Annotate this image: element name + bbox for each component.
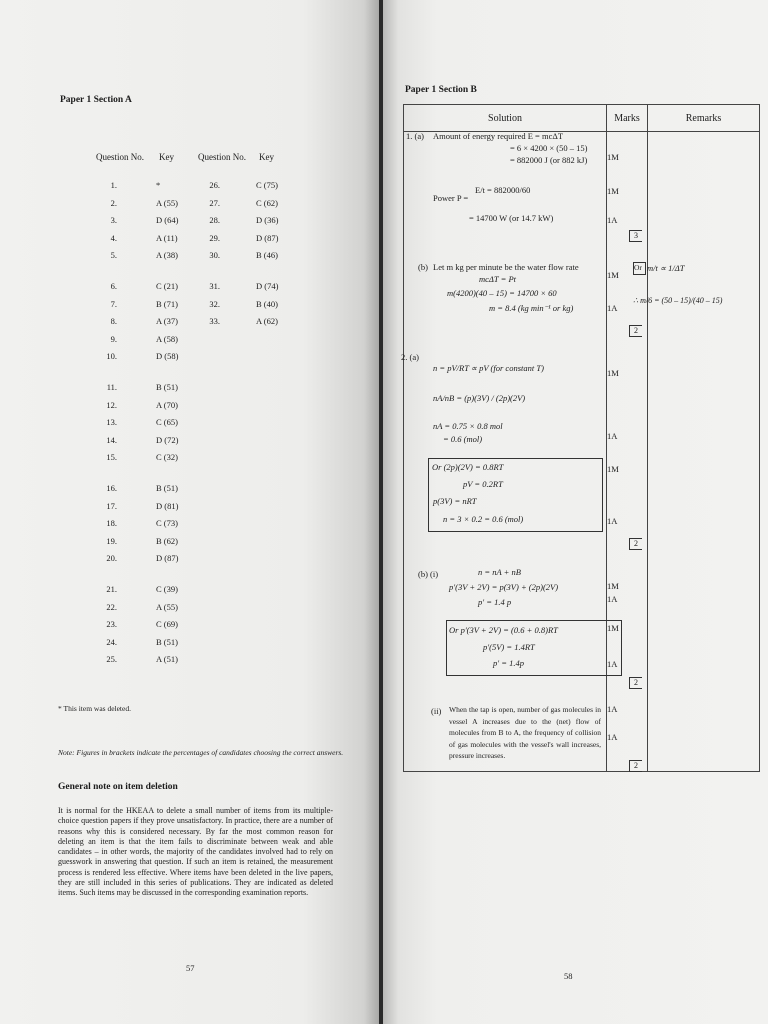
total-2bi: 2 (629, 677, 642, 689)
col1-question-number: 20. (106, 553, 117, 563)
col1-answer-key: A (38) (156, 250, 178, 260)
q2a-line1: n = pV/RT ∝ pV (for constant T) (433, 363, 544, 373)
col1-answer-key: C (39) (156, 584, 178, 594)
col2-answer-key: B (46) (256, 250, 278, 260)
col1-question-number: 6. (110, 281, 117, 291)
mark-1b-result: 1A (607, 303, 618, 313)
general-note-paragraph: It is normal for the HKEAA to delete a small number of items from its multiple-choice question papers if they prove unsatisfactory. In practice, there are a number of reasons why this is considered necessary. By far the most common reason for deleting an item is that the item fails to discriminate between weak and able candidates – in other words, the majority of the candidates involved had to rely on guesswork in answering that question. If such an item is retained, the measurement process is rendered less effective. Where items have been deleted in the live papers, they are still included in this series of publications. They are indicated as deleted items. Such items may be discussed in the corresponding examination reports. (58, 806, 333, 898)
q1a-line1: Amount of energy required E = mcΔT (433, 131, 564, 141)
total-2bii: 2 (629, 760, 642, 772)
col1-question-number: 9. (110, 333, 117, 344)
col-header-qno-1: Question No. (96, 152, 144, 162)
mark-2bi-result: 1A (607, 594, 618, 604)
col2-question-number: 33. (209, 316, 220, 326)
col2-answer-key: D (36) (256, 215, 279, 225)
col2-question-number: 32. (209, 298, 220, 309)
col2-question-number: 26. (209, 180, 220, 190)
col-header-qno-2: Question No. (198, 152, 246, 162)
q1b-line2: mcΔT = Pt (479, 274, 517, 284)
col1-answer-key: A (55) (156, 197, 178, 208)
q2bii-text: When the tap is open, number of gas molecules in vessel A increases due to the (net) flow of molecules from B to A, the frequency of collision of gas molecules with the vessel's wall increases, pressure increases. (449, 705, 601, 760)
q1a-power-lhs: Power P = (433, 193, 469, 203)
col1-question-number: 4. (110, 232, 117, 243)
mark-2bii-1: 1A (607, 704, 618, 714)
mark-2bi-method: 1M (607, 581, 619, 591)
section-b-title: Paper 1 Section B (405, 85, 477, 95)
mark-2bi-alt-method: 1M (607, 623, 619, 633)
total-1a: 3 (629, 230, 642, 242)
col1-question-number: 11. (106, 382, 117, 392)
q2a-line4: = 0.6 (mol) (443, 434, 483, 444)
col1-question-number: 19. (106, 535, 117, 546)
mark-2bi-alt-result: 1A (607, 659, 618, 669)
col1-answer-key: D (58) (156, 351, 179, 361)
col1-question-number: 7. (110, 298, 117, 309)
q1a-line2: = 6 × 4200 × (50 – 15) (510, 143, 588, 153)
col1-answer-key: B (62) (156, 535, 178, 546)
col-header-key-2: Key (259, 152, 274, 162)
q1b-line1: Let m kg per minute be the water flow rate (433, 262, 579, 272)
total-2a: 2 (629, 538, 642, 550)
mark-2bii-2: 1A (607, 732, 618, 742)
col1-answer-key: A (58) (156, 333, 178, 344)
col1-question-number: 1. (110, 180, 117, 190)
page-number-left: 57 (186, 963, 195, 973)
q2bi-line1: n = nA + nB (478, 567, 521, 577)
right-page (383, 0, 768, 1024)
q2bii-number: (ii) (431, 706, 442, 716)
left-page (0, 0, 379, 1024)
col1-question-number: 17. (106, 500, 117, 511)
col1-answer-key: C (73) (156, 518, 178, 528)
col2-question-number: 28. (209, 215, 220, 225)
col2-question-number: 27. (209, 197, 220, 208)
col1-answer-key: C (21) (156, 281, 178, 291)
col2-answer-key: A (62) (256, 316, 278, 326)
mark-1a-power: 1M (607, 186, 619, 196)
header-solution: Solution (404, 105, 607, 132)
col1-question-number: 14. (106, 434, 117, 445)
col1-answer-key: B (71) (156, 298, 178, 309)
col2-answer-key: D (87) (256, 232, 279, 243)
col1-question-number: 24. (106, 636, 117, 647)
col1-answer-key: C (69) (156, 619, 178, 629)
col1-question-number: 22. (106, 601, 117, 612)
col1-answer-key: A (51) (156, 654, 178, 664)
col2-question-number: 30. (209, 250, 220, 260)
col1-question-number: 15. (106, 452, 117, 462)
col1-answer-key: B (51) (156, 636, 178, 647)
mark-2a-result: 1A (607, 431, 618, 441)
q2a-alt4: n = 3 × 0.2 = 0.6 (mol) (443, 514, 524, 524)
col1-answer-key: D (64) (156, 215, 179, 225)
q2bi-alt1: Or p′(3V + 2V) = (0.6 + 0.8)RT (449, 625, 558, 635)
q2a-alt3: p(3V) = nRT (433, 496, 477, 506)
remarks-line1: m/t ∝ 1/ΔT (647, 263, 685, 273)
q1b-number: (b) (418, 262, 428, 272)
col1-question-number: 5. (110, 250, 117, 260)
col1-question-number: 3. (110, 215, 117, 225)
q2a-line3: nA = 0.75 × 0.8 mol (433, 421, 503, 431)
col2-answer-key: B (40) (256, 298, 278, 309)
col1-question-number: 13. (106, 417, 117, 427)
section-a-title: Paper 1 Section A (60, 95, 132, 105)
mark-1b-method: 1M (607, 270, 619, 280)
q1a-power-result: = 14700 W (or 14.7 kW) (469, 213, 554, 223)
general-note-title: General note on item deletion (58, 782, 178, 792)
total-1b: 2 (629, 325, 642, 337)
col1-answer-key: A (11) (156, 232, 178, 243)
col-header-key-1: Key (159, 152, 174, 162)
q2bi-line3: p′ = 1.4 p (478, 597, 512, 607)
deleted-item-note: * This item was deleted. (58, 704, 131, 713)
remarks-or: Or (634, 263, 642, 272)
col1-answer-key: D (87) (156, 553, 179, 563)
col1-question-number: 2. (110, 197, 117, 208)
col1-question-number: 21. (106, 584, 117, 594)
q2a-alt2: pV = 0.2RT (463, 479, 503, 489)
col1-question-number: 16. (106, 483, 117, 493)
col1-question-number: 12. (106, 399, 117, 410)
page-number-right: 58 (564, 971, 573, 981)
q2bi-number: (b) (i) (418, 569, 439, 579)
col1-answer-key: B (51) (156, 382, 178, 392)
col1-question-number: 18. (106, 518, 117, 528)
col1-answer-key: B (51) (156, 483, 178, 493)
q2bi-alt2: p′(5V) = 1.4RT (483, 642, 535, 652)
col2-question-number: 31. (209, 281, 220, 291)
col1-answer-key: D (81) (156, 500, 179, 511)
col1-question-number: 8. (110, 316, 117, 326)
col2-answer-key: C (62) (256, 197, 278, 208)
q2bi-alt3: p′ = 1.4p (493, 658, 524, 668)
col1-answer-key: * (156, 180, 161, 190)
col1-answer-key: A (37) (156, 316, 178, 326)
col2-answer-key: C (75) (256, 180, 278, 190)
col2-answer-key: D (74) (256, 281, 279, 291)
header-marks: Marks (607, 105, 648, 132)
col1-answer-key: A (70) (156, 399, 178, 410)
col1-answer-key: D (72) (156, 434, 179, 445)
q1a-line3: = 882000 J (or 882 kJ) (510, 155, 588, 165)
q2bi-line2: p′(3V + 2V) = p(3V) + (2p)(2V) (449, 582, 559, 592)
mark-2a-alt-result: 1A (607, 516, 618, 526)
mark-2a-alt-method: 1M (607, 464, 619, 474)
col1-answer-key: C (65) (156, 417, 178, 427)
q2a-alt1: Or (2p)(2V) = 0.8RT (432, 462, 504, 472)
remarks-line2: ∴ m/6 = (50 – 15)/(40 – 15) (633, 296, 723, 305)
q1b-line3: m(4200)(40 – 15) = 14700 × 60 (447, 288, 557, 298)
q2a-line2: nA/nB = (p)(3V) / (2p)(2V) (433, 393, 526, 403)
percentage-note: Note: Figures in brackets indicate the percentages of candidates choosing the correct answers. (58, 748, 344, 757)
col1-question-number: 23. (106, 619, 117, 629)
header-remarks: Remarks (648, 105, 760, 132)
col1-answer-key: A (55) (156, 601, 178, 612)
col1-question-number: 25. (106, 654, 117, 664)
q2a-number: 2. (a) (401, 352, 419, 362)
q1a-number: 1. (a) (406, 131, 424, 141)
q1b-line4: m = 8.4 (kg min⁻¹ or kg) (489, 303, 574, 313)
mark-2a-method: 1M (607, 368, 619, 378)
col2-question-number: 29. (209, 232, 220, 243)
col1-question-number: 10. (106, 351, 117, 361)
mark-1a-energy: 1M (607, 152, 619, 162)
q1a-power-frac: E/t = 882000/60 (475, 185, 531, 195)
mark-1a-result: 1A (607, 215, 618, 225)
col1-answer-key: C (32) (156, 452, 178, 462)
